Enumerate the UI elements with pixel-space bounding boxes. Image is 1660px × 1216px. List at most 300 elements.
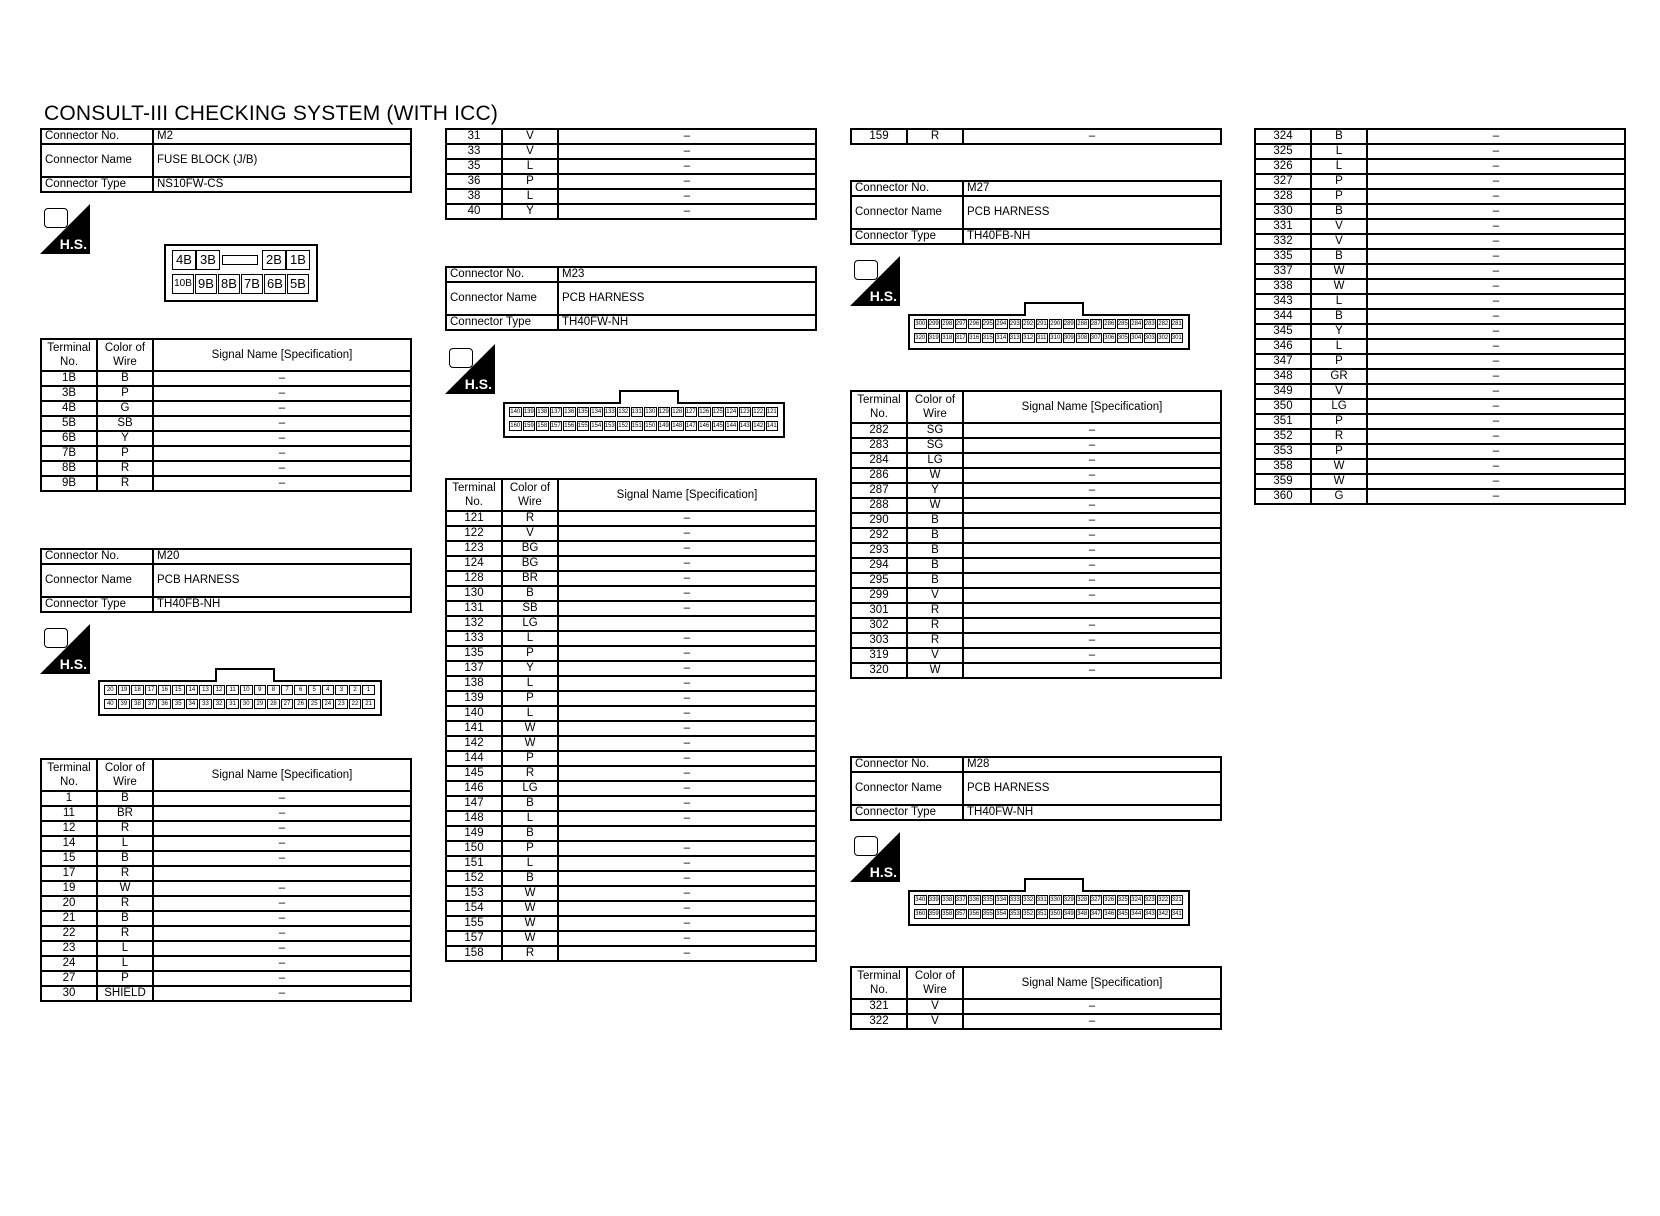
pin-label: 329 [1063,897,1074,903]
color-of-wire-cell: B [97,371,153,386]
connector-latch [1024,878,1084,892]
signal-name-cell: – [558,706,816,721]
signal-name-cell: – [558,571,816,586]
color-of-wire-cell: W [907,468,963,483]
pin-label: 4B [172,250,196,270]
color-of-wire-cell: W [502,886,558,901]
terminal-no-cell: 19 [41,881,97,896]
pin-label: 285 [1117,321,1128,327]
terminal-no-cell: 138 [446,676,502,691]
signal-name-cell: – [558,174,816,189]
terminal-no-cell: 141 [446,721,502,736]
pin-label: 353 [1009,911,1020,917]
table-row [1255,174,1625,189]
signal-name-cell [153,866,411,881]
table-row [41,971,411,986]
pin-label: 323 [1144,897,1155,903]
pin-label: 347 [1090,911,1101,917]
color-of-wire-cell: P [97,971,153,986]
pin-label: 135 [577,409,588,415]
connector-type-label: Connector Type [446,315,558,330]
color-of-wire-cell: W [502,736,558,751]
terminal-no-cell: 292 [851,528,907,543]
pin-label: 319 [928,335,939,341]
table-row [41,371,411,386]
signal-name-cell: – [153,911,411,926]
color-of-wire-cell: G [97,401,153,416]
pin-label: 333 [1009,897,1020,903]
signal-name-cell: – [1367,489,1625,504]
pin-label: 5B [287,274,309,294]
pin-label: 35 [172,699,185,709]
terminal-no-cell: 352 [1255,429,1311,444]
terminal-no-cell: 7B [41,446,97,461]
color-of-wire-cell: L [502,811,558,826]
connector-type-value: NS10FW-CS [153,177,411,192]
terminal-no-cell: 345 [1255,324,1311,339]
pin-label: 6B [264,274,286,294]
pin-table-m28-continued [1254,128,1626,505]
signal-name-cell: – [558,736,816,751]
terminal-no-cell: 330 [1255,204,1311,219]
terminal-no-cell: 328 [1255,189,1311,204]
terminal-no-cell: 324 [1255,129,1311,144]
connector-latch [215,668,275,682]
table-row [851,633,1221,648]
table-row [1255,189,1625,204]
connector-name-label: Connector Name [41,564,153,597]
pin-label: 281 [1171,321,1182,327]
color-of-wire-cell: V [502,526,558,541]
pin-label: 155 [577,423,588,429]
table-row [41,851,411,866]
table-row [446,571,816,586]
signal-name-cell: – [153,386,411,401]
pin-label: 28 [267,699,280,709]
connector-no-value: M28 [963,757,1221,772]
color-of-wire-cell: P [1311,174,1367,189]
table-row [446,616,816,631]
pin-label: 332 [1023,897,1034,903]
terminal-no-cell: 331 [1255,219,1311,234]
signal-name-cell: – [153,971,411,986]
table-row [446,796,816,811]
terminal-no-cell: 319 [851,648,907,663]
terminal-no-cell: 40 [446,204,502,219]
table-row [446,871,816,886]
terminal-no-cell: 123 [446,541,502,556]
pin-label: 143 [739,423,750,429]
terminal-no-cell: 14 [41,836,97,851]
pin-label: 128 [672,409,683,415]
terminal-no-cell: 38 [446,189,502,204]
terminal-no-cell: 24 [41,956,97,971]
color-of-wire-cell: R [1311,429,1367,444]
signal-name-cell: – [558,751,816,766]
table-row [41,446,411,461]
connector-latch [1024,302,1084,316]
table-row [1255,339,1625,354]
pin-label: 297 [955,321,966,327]
terminal-no-cell: 152 [446,871,502,886]
connector-no-value: M2 [153,129,411,144]
pin-label: 358 [942,911,953,917]
terminal-no-cell: 282 [851,423,907,438]
signal-name-cell: – [963,528,1221,543]
pin-label: 286 [1104,321,1115,327]
color-of-wire-cell: B [907,528,963,543]
pin-label: 37 [145,699,158,709]
color-of-wire-cell: R [907,129,963,144]
signal-name-cell: – [963,618,1221,633]
signal-name-cell: – [1367,129,1625,144]
signal-name-cell: – [153,926,411,941]
table-row [851,663,1221,678]
pin-label: 360 [915,911,926,917]
color-of-wire-cell: LG [502,781,558,796]
color-of-wire-header: Color of Wire [907,391,963,423]
pin-label: 309 [1063,335,1074,341]
color-of-wire-cell: W [502,931,558,946]
color-of-wire-cell: V [502,144,558,159]
color-of-wire-cell: P [97,386,153,401]
pin-label: 153 [604,423,615,429]
table-row [41,461,411,476]
terminal-no-cell: 290 [851,513,907,528]
signal-name-cell: – [558,631,816,646]
signal-name-cell: – [558,781,816,796]
table-row [851,423,1221,438]
pin-label: 298 [942,321,953,327]
signal-name-cell: – [1367,219,1625,234]
pin-label: 134 [591,409,602,415]
signal-name-cell: – [153,881,411,896]
table-row [446,826,816,841]
color-of-wire-cell: B [1311,309,1367,324]
table-row [446,129,816,144]
pin-label: 122 [753,409,764,415]
signal-name-cell: – [1367,189,1625,204]
color-of-wire-cell: P [502,751,558,766]
table-row [446,541,816,556]
signal-name-cell: – [153,371,411,386]
color-of-wire-cell: R [97,461,153,476]
terminal-no-cell: 153 [446,886,502,901]
color-of-wire-cell: SG [907,438,963,453]
table-row [446,204,816,219]
signal-name-cell: – [153,851,411,866]
pin-label: 287 [1090,321,1101,327]
table-row [1255,234,1625,249]
terminal-no-cell: 335 [1255,249,1311,264]
terminal-no-cell: 5B [41,416,97,431]
connector-type-label: Connector Type [851,229,963,244]
connector-type-label: Connector Type [851,805,963,820]
table-row [851,999,1221,1014]
connector-name-value: PCB HARNESS [153,564,411,597]
signal-name-cell: – [963,423,1221,438]
pin-label: 8B [218,274,240,294]
signal-name-header: Signal Name [Specification] [963,967,1221,999]
terminal-no-cell: 135 [446,646,502,661]
table-row [446,946,816,961]
color-of-wire-cell: R [97,926,153,941]
pin-label: 288 [1077,321,1088,327]
table-row [446,856,816,871]
pin-label: 38 [131,699,144,709]
color-of-wire-cell: W [502,916,558,931]
pin-table-m20 [40,758,412,1002]
pin-label: 125 [712,409,723,415]
pin-table-m28-cont-wrap [1254,128,1626,505]
terminal-no-cell: 159 [851,129,907,144]
connector-m23-section [445,266,817,331]
signal-name-cell: – [153,986,411,1001]
terminal-no-cell: 337 [1255,264,1311,279]
terminal-no-cell: 350 [1255,399,1311,414]
connector-no-label: Connector No. [41,129,153,144]
connector-m2-section [40,128,412,193]
connector-no-label: Connector No. [851,757,963,772]
table-row [41,956,411,971]
signal-name-cell: – [558,676,816,691]
connector-face-m27 [908,314,1190,350]
harness-side-icon: H.S. [850,256,900,306]
terminal-no-cell: 325 [1255,144,1311,159]
pin-label: 292 [1023,321,1034,327]
harness-side-icon: H.S. [850,832,900,882]
connector-no-label: Connector No. [41,549,153,564]
signal-name-cell: – [558,871,816,886]
pin-label: 10 [240,685,253,695]
signal-name-cell: – [558,886,816,901]
pin-label: 293 [1009,321,1020,327]
signal-name-cell: – [558,811,816,826]
table-row [41,386,411,401]
pin-label: 337 [955,897,966,903]
color-of-wire-cell: LG [502,616,558,631]
connector-no-value: M27 [963,181,1221,196]
terminal-no-cell: 133 [446,631,502,646]
terminal-no-cell: 4B [41,401,97,416]
pin-label: 340 [915,897,926,903]
color-of-wire-cell: B [1311,204,1367,219]
pin-label: 1B [286,250,310,270]
color-of-wire-cell: W [907,663,963,678]
table-row [446,751,816,766]
table-row [446,601,816,616]
pin-label: 6 [294,685,307,695]
signal-name-cell [558,826,816,841]
signal-name-cell: – [963,129,1221,144]
connector-info-table [850,756,1222,821]
latch-slot [222,255,258,265]
pin-label: 352 [1023,911,1034,917]
pin-label: 142 [753,423,764,429]
color-of-wire-cell: R [97,866,153,881]
signal-name-cell: – [963,483,1221,498]
pin-label: 315 [982,335,993,341]
terminal-no-cell: 158 [446,946,502,961]
connector-no-label: Connector No. [851,181,963,196]
connector-face-m23 [503,402,785,438]
pin-label: 15 [172,685,185,695]
terminal-no-cell: 27 [41,971,97,986]
table-row [851,588,1221,603]
terminal-no-cell: 11 [41,806,97,821]
signal-name-cell: – [1367,369,1625,384]
terminal-no-cell: 22 [41,926,97,941]
pin-label: 18 [131,685,144,695]
pin-label: 17 [145,685,158,695]
table-row [1255,219,1625,234]
terminal-no-cell: 30 [41,986,97,1001]
table-row [851,483,1221,498]
pin-label: 156 [564,423,575,429]
color-of-wire-cell: R [502,766,558,781]
connector-name-label: Connector Name [851,772,963,805]
signal-name-cell: – [1367,309,1625,324]
terminal-no-cell: 15 [41,851,97,866]
terminal-no-cell: 303 [851,633,907,648]
connector-info-table [445,266,817,331]
connector-type-label: Connector Type [41,177,153,192]
color-of-wire-cell: SB [502,601,558,616]
pin-label: 147 [685,423,696,429]
color-of-wire-cell: W [1311,459,1367,474]
connector-type-value: TH40FB-NH [153,597,411,612]
terminal-no-cell: 20 [41,896,97,911]
terminal-no-cell: 349 [1255,384,1311,399]
table-row [851,438,1221,453]
pin-label: 22 [349,699,362,709]
pin-label: 149 [658,423,669,429]
table-row [1255,279,1625,294]
pin-label: 308 [1077,335,1088,341]
pin-label: 11 [226,685,239,695]
pin-label: 154 [591,423,602,429]
pin-label: 343 [1144,911,1155,917]
pin-label: 327 [1090,897,1101,903]
pin-label: 328 [1077,897,1088,903]
pin-table-m28 [850,966,1222,1030]
connector-face-m28 [908,890,1190,926]
signal-name-cell: – [558,129,816,144]
terminal-no-cell: 301 [851,603,907,618]
terminal-no-cell: 21 [41,911,97,926]
table-row [1255,144,1625,159]
terminal-no-cell: 288 [851,498,907,513]
terminal-no-cell: 351 [1255,414,1311,429]
terminal-no-cell: 6B [41,431,97,446]
pin-label: 133 [604,409,615,415]
color-of-wire-cell: B [502,871,558,886]
color-of-wire-cell: R [97,821,153,836]
signal-name-cell: – [153,476,411,491]
color-of-wire-cell: BR [502,571,558,586]
pin-table-m28-wrap [850,966,1222,1030]
color-of-wire-cell: V [1311,234,1367,249]
pin-label: 330 [1050,897,1061,903]
pin-label: 284 [1131,321,1142,327]
connector-m28-section [850,756,1222,821]
table-row [1255,129,1625,144]
pin-table-m27 [850,390,1222,679]
color-of-wire-cell: B [502,826,558,841]
connector-type-value: TH40FW-NH [963,805,1221,820]
pin-label: 9B [195,274,217,294]
pin-label: 136 [564,409,575,415]
pin-table-m27-wrap [850,390,1222,679]
terminal-no-cell: 293 [851,543,907,558]
signal-name-cell: – [1367,414,1625,429]
color-of-wire-cell: V [907,1014,963,1029]
signal-name-cell [963,603,1221,618]
signal-name-cell: – [1367,174,1625,189]
terminal-no-cell: 139 [446,691,502,706]
color-of-wire-cell: V [1311,384,1367,399]
pin-label: 20 [104,685,117,695]
table-row [41,836,411,851]
table-row [1255,399,1625,414]
color-of-wire-cell: R [502,946,558,961]
terminal-no-cell: 146 [446,781,502,796]
pin-label: 334 [996,897,1007,903]
signal-name-cell: – [963,999,1221,1014]
pin-label: 317 [955,335,966,341]
terminal-no-cell: 3B [41,386,97,401]
pin-label: 121 [766,409,777,415]
terminal-no-cell: 284 [851,453,907,468]
pin-label: 123 [739,409,750,415]
color-of-wire-cell: R [502,511,558,526]
connector-m27-section [850,180,1222,245]
signal-name-cell: – [1367,354,1625,369]
terminal-no-cell: 144 [446,751,502,766]
signal-name-cell: – [963,1014,1221,1029]
connector-type-value: TH40FW-NH [558,315,816,330]
pin-label: 283 [1144,321,1155,327]
terminal-no-cell: 148 [446,811,502,826]
pin-label: 31 [226,699,239,709]
pin-label: 302 [1158,335,1169,341]
signal-name-cell: – [153,941,411,956]
pin-label: 338 [942,897,953,903]
color-of-wire-cell: B [1311,129,1367,144]
signal-name-cell: – [153,401,411,416]
color-of-wire-cell: GR [1311,369,1367,384]
color-of-wire-cell: P [1311,414,1367,429]
terminal-no-header: Terminal No. [851,967,907,999]
color-of-wire-cell: W [502,901,558,916]
page-title: CONSULT-III CHECKING SYSTEM (WITH ICC) [44,102,499,125]
pin-label: 2B [262,250,286,270]
table-row [851,573,1221,588]
color-of-wire-cell: L [1311,159,1367,174]
pin-label: 295 [982,321,993,327]
terminal-no-cell: 128 [446,571,502,586]
pin-table-m2-wrap [40,338,412,492]
pin-label: 32 [213,699,226,709]
signal-name-cell: – [1367,234,1625,249]
color-of-wire-cell: G [1311,489,1367,504]
table-row [446,676,816,691]
table-row [446,189,816,204]
terminal-no-cell: 347 [1255,354,1311,369]
color-of-wire-cell: Y [1311,324,1367,339]
terminal-no-cell: 124 [446,556,502,571]
terminal-no-cell: 9B [41,476,97,491]
